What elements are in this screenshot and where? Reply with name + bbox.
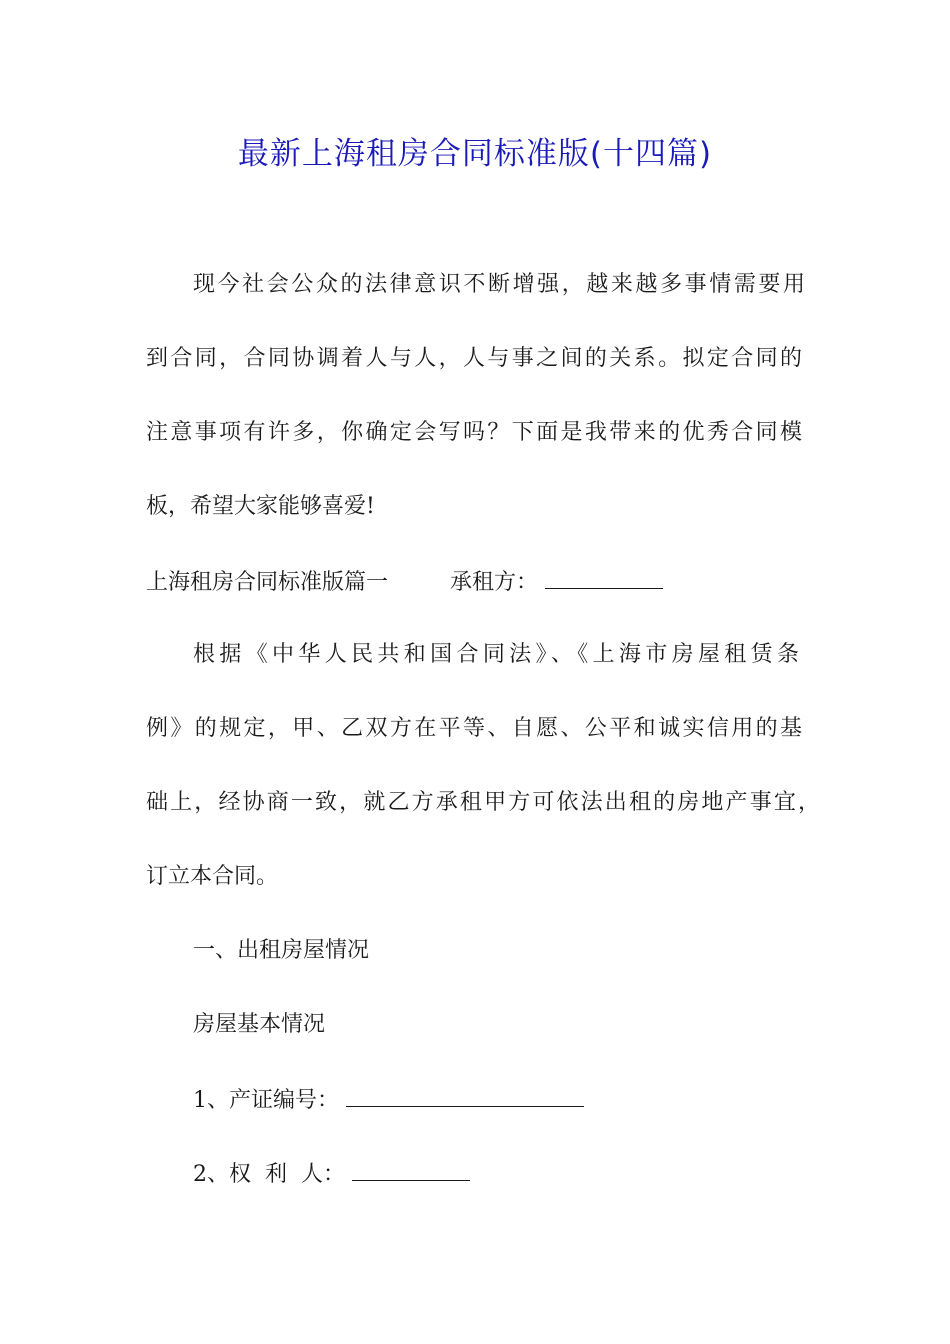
intro-line-2: 到合同，合同协调着人与人，人与事之间的关系。拟定合同的: [146, 346, 802, 371]
lessee-label: 承租方：: [450, 570, 539, 595]
lessee-blank[interactable]: [545, 566, 663, 589]
item1-label: 1、产证编号：: [193, 1088, 339, 1113]
intro-line-4: 板，希望大家能够喜爱!: [146, 494, 375, 519]
item2-row: [193, 1158, 470, 1190]
clause1-heading: 一、出租房屋情况: [193, 938, 370, 963]
basis-line-2: 例》的规定，甲、乙双方在平等、自愿、公平和诚实信用的基: [146, 716, 802, 741]
owner-blank[interactable]: [352, 1158, 470, 1181]
section-heading-row: [146, 566, 663, 598]
document-title: 最新上海租房合同标准版(十四篇): [237, 136, 713, 172]
house-basic-heading: 房屋基本情况: [193, 1012, 326, 1037]
basis-line-4: 订立本合同。: [146, 864, 279, 889]
basis-line-1: 根据《中华人民共和国合同法》、《上海市房屋租赁条: [193, 642, 799, 667]
intro-line-1: 现今社会公众的法律意识不断增强，越来越多事情需要用: [193, 272, 805, 297]
section-heading: 上海租房合同标准版篇一: [146, 570, 389, 595]
item2-label: 2、权 利 人：: [193, 1162, 345, 1187]
item1-row: [193, 1084, 584, 1116]
intro-line-3: 注意事项有许多，你确定会写吗？下面是我带来的优秀合同模: [146, 420, 802, 445]
certificate-number-blank[interactable]: [346, 1084, 584, 1107]
basis-line-3: 础上，经协商一致，就乙方承租甲方可依法出租的房地产事宜，: [146, 790, 820, 815]
